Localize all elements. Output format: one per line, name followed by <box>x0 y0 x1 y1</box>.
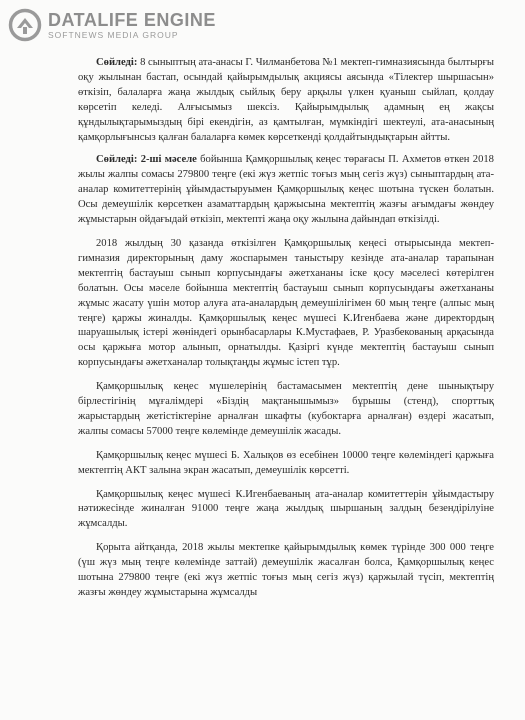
paragraph-text: бойынша Қамқоршылық кеңес төрағасы П. Ахметов өткен 2018 жылы жалпы сомасы 279800 теңге (екі жүз жетпіс тоғыз мың сегіз жүз) сыныптардың ата-аналар комитеттерінің ұйымдастыруымен Қамқоршылық кеңес шотына түскен болатын. Осы демеушілік көрсеткен азаматтардың қаржысына мектептің жазғы ағымдағы жөндеу жұмыстарын ойдағыдай өткізіп, мектепті жаңа оқу жылына дайындап өткізілді. <box>78 154 494 226</box>
paragraph-lead: Сөйледі: <box>96 57 138 68</box>
watermark-subtitle: SOFTNEWS MEDIA GROUP <box>48 29 179 40</box>
paragraph-text: 2018 жылдың 30 қазанда өткізілген Қамқоршылық кеңесі отырысында мектеп-гимназия директорының даму жоспарымен таныстыру кезінде ата-аналар тарапынан мектептің бастауыш сынып корпусындағы әжетхананы іске қосу мәселесі көтерілген болатын. Осы мәселе бойынша мектептің бастауыш сынып корпусындағы әжетхананы жұмыс жасату үшін мотор алуға ата-аналардың демеушілігімен 60 мың теңге (алпыс мың теңге) қаржы жиналды. Қамқоршылық кеңес мүшесі К.Игенбаева және директордың шаруашылық істері жөніндегі орынбасарлары К.Мустафаев, Р. Уразбекованың арқасында осы қаржыға мотор алынып, орнатылды. Қазіргі күнде мектептің бастауыш сынып корпусындағы әжетханалар толықтаңды жұмыс істеп тұр. <box>78 237 494 369</box>
paragraph-3 <box>78 237 494 371</box>
paragraph-1 <box>78 56 494 145</box>
paragraph-text: Қамқоршылық кеңес мүшесі Б. Халықов өз есебінен 10000 теңге көлеміндегі қаржыға мектептің АКТ залына экран жасатып, демеушілік көрсетті. <box>78 449 494 476</box>
paragraph-4 <box>78 380 494 440</box>
paragraph-5 <box>78 449 494 479</box>
paragraph-7 <box>78 541 494 601</box>
paragraph-lead: Сөйледі: 2-ші мәселе <box>96 154 197 166</box>
paragraph-text: Қорыта айтқанда, 2018 жылы мектепке қайырымдылық көмек түрінде 300 000 теңге (үш жүз мың теңге көлемінде заттай) демеушілік жасалған болса, Қамқоршылық кеңес шотына 279800 теңге (екі жүз жетпіс тоғыз мың сегіз жүз) қаржылай түсіп, мектептің жазғы жөндеу жұмыстарына жұмсалды <box>78 542 494 598</box>
dle-logo-icon <box>8 8 42 42</box>
paragraph-text: Қамқоршылық кеңес мүшесі К.Игенбаеваның ата-аналар комитеттерін ұйымдастыру нәтижесінде жиналған 91000 теңге жаңа жылдық шыршаның залдың безендірілуіне жұмсалды. <box>78 488 494 530</box>
site-watermark <box>8 8 216 42</box>
paragraph-text: Қамқоршылық кеңес мүшелерінің бастамасымен мектептің дене шынықтыру бірлестігінің мұғалімдері «Біздің мақтанышымыз» бұрышы (стенд), спорттық жарыстардың жетістіктеріне арналған шкафты (кубоктарға арналған) өздері жасатып, жалпы сомасы 57000 теңге көлемінде демеушілік жасады. <box>78 381 494 437</box>
watermark-title: DATALIFE ENGINE <box>48 9 216 30</box>
paragraph-6 <box>78 488 494 533</box>
paragraph-text: 8 сыныптың ата-анасы Г. Чилманбетова №1 мектеп-гимназиясында былтырғы оқу жылынан бастап, осындай қайырымдылық акциясы аясында «Тілектер шыршасын» өткізіп, балаларға жаңа жылдық сыйлық беру арқылы үлкен қуаныш сыйлап, қолдау көрсетіп келеді. Алғысымыз шексіз. Қайырымдылық адамның ең жақсы құндылықтарымыздың бірі екендігін, аз қамтылған, мүмкіндігі шектеулі, ата-анасының қамқорлығынсыз қалған балаларға көмек көрсеткенді қолдайтындықтарын айтты. <box>78 57 494 143</box>
document-body <box>78 56 494 601</box>
paragraph-2 <box>78 153 494 228</box>
